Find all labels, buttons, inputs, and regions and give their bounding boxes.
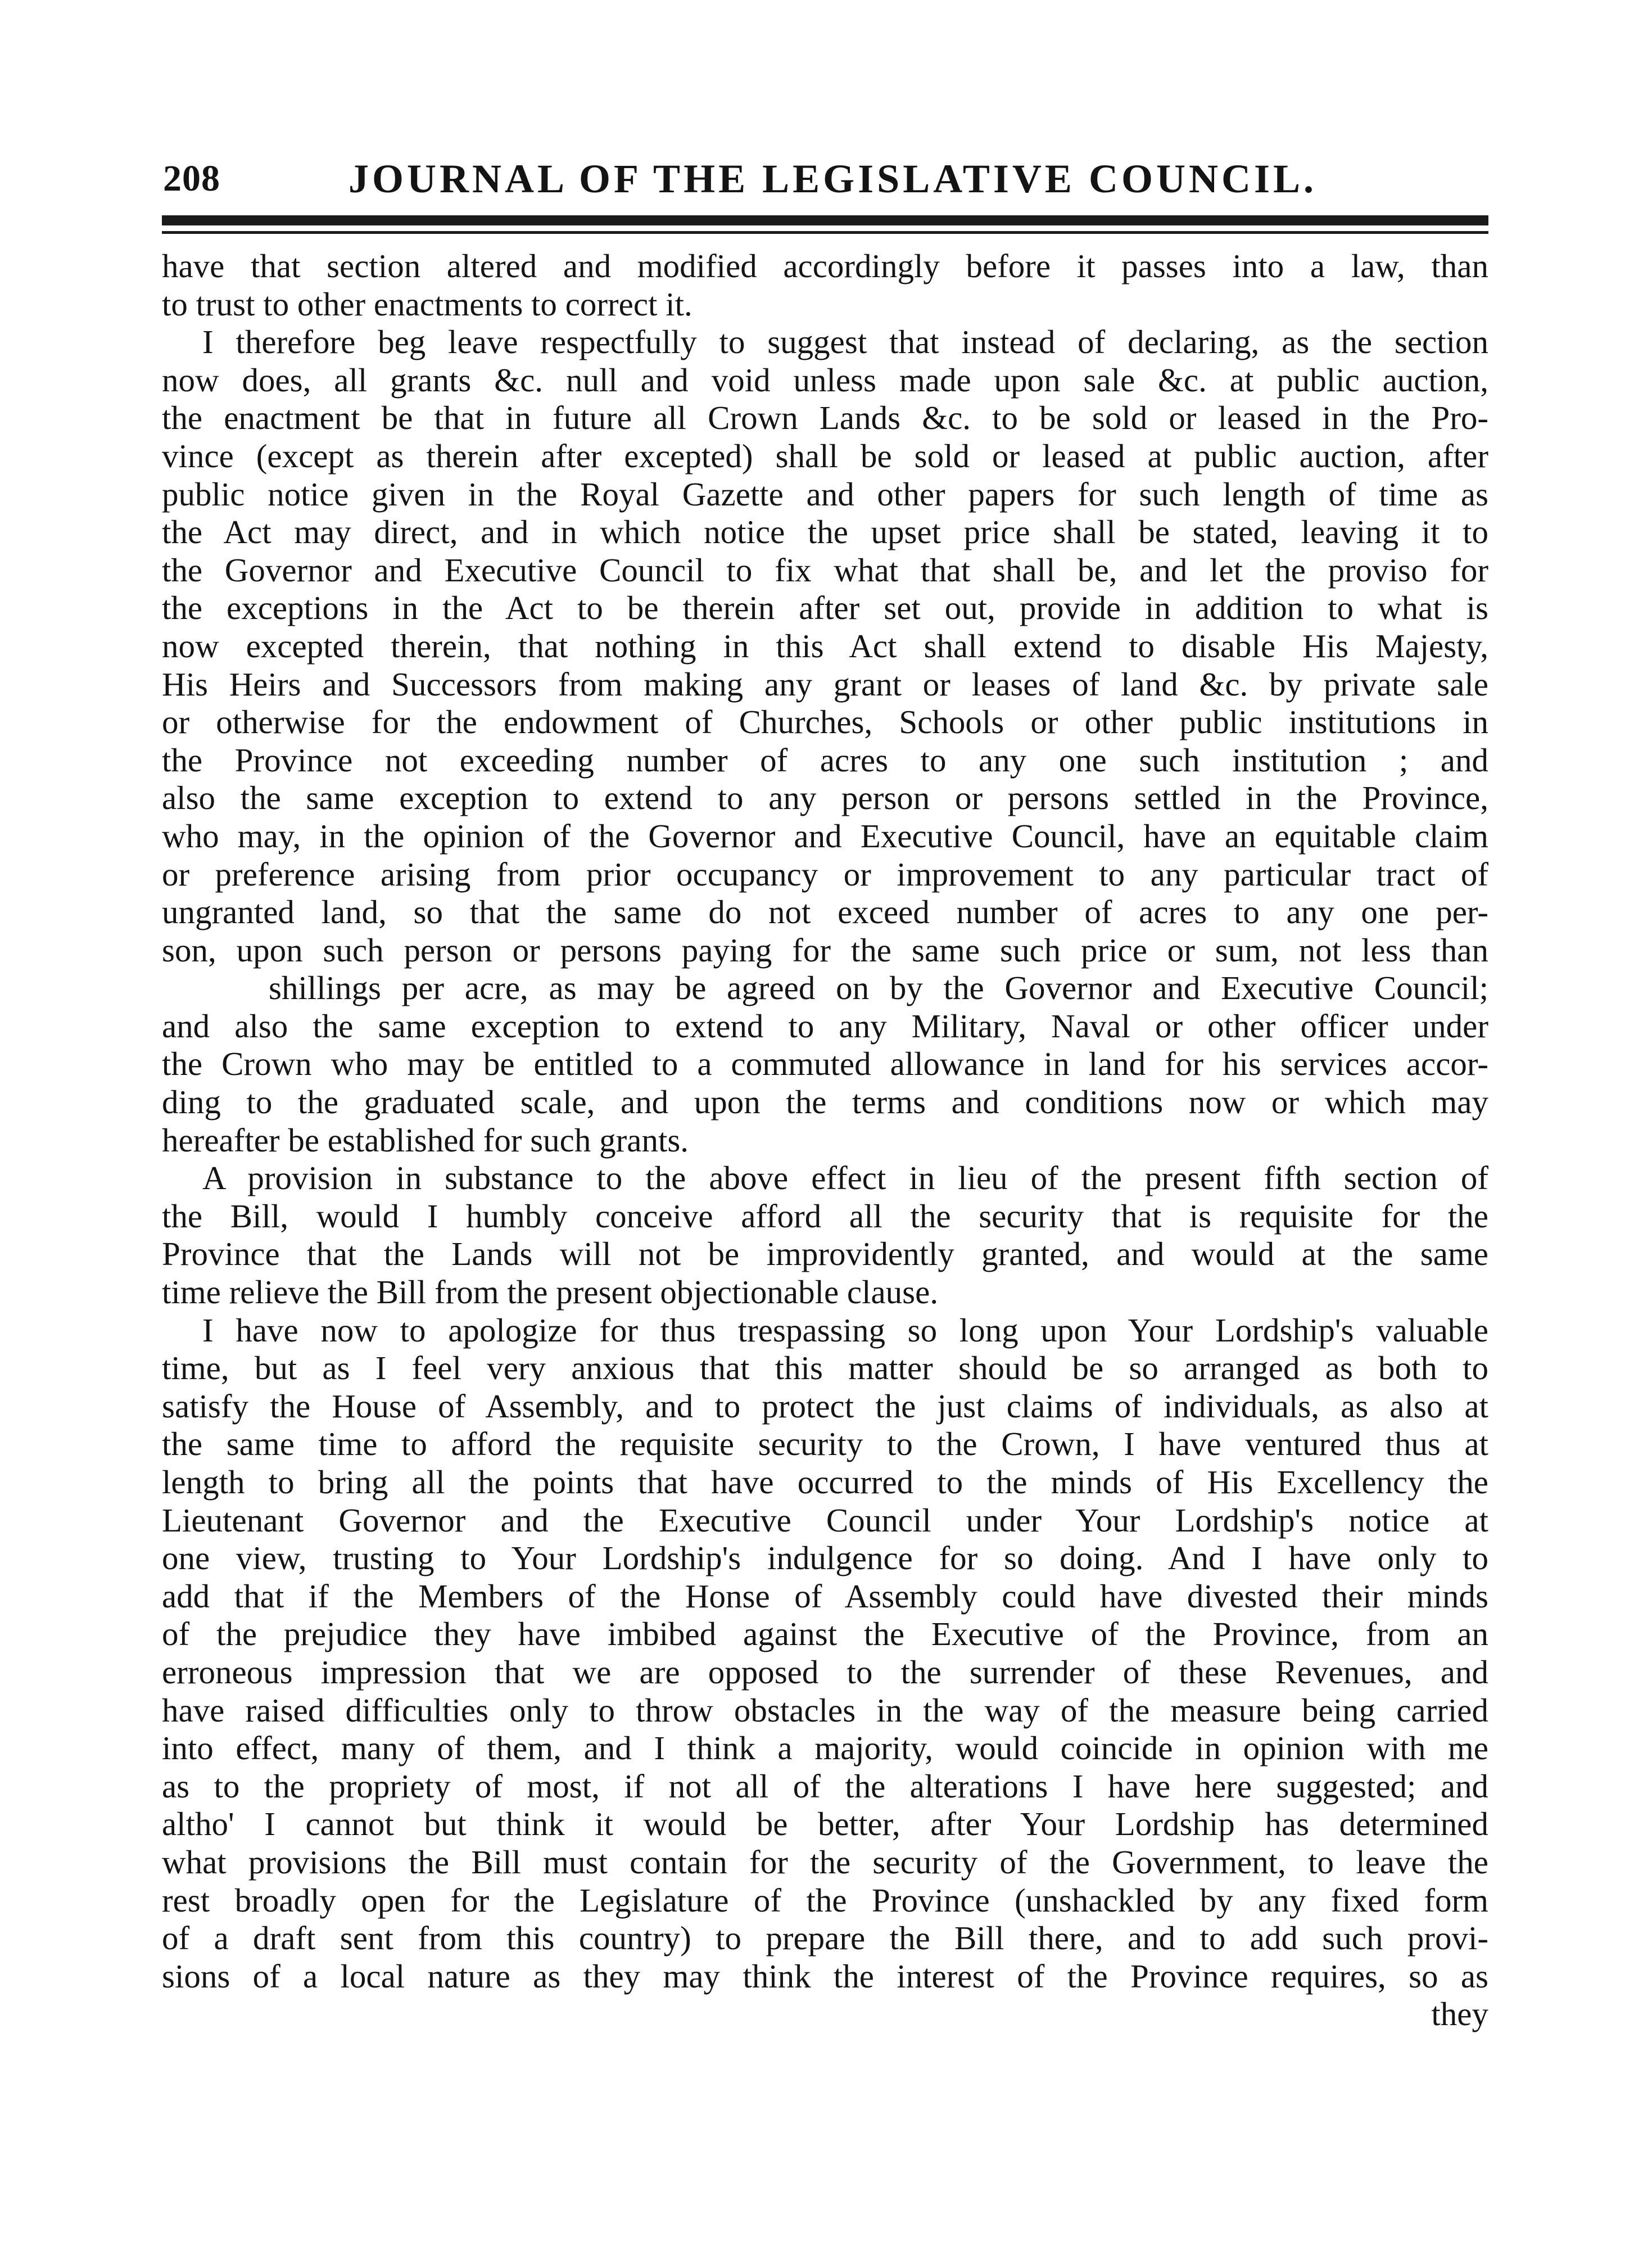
text-line: what provisions the Bill must contain for the security of the Government, to leave the: [162, 1843, 1488, 1881]
running-head: [163, 145, 1484, 213]
text-line: or otherwise for the endowment of Churches, Schools or other public institutions in: [162, 703, 1488, 741]
running-title: JOURNAL OF THE LEGISLATIVE COUNCIL.: [348, 156, 1317, 201]
text-line: the Crown who may be entitled to a commuted allowance in land for his services accor-: [162, 1045, 1488, 1083]
text-line: the same time to afford the requisite security to the Crown, I have ventured thus at: [162, 1425, 1488, 1463]
text-line: son, upon such person or persons paying for the same such price or sum, not less than: [162, 931, 1488, 969]
text-line: to trust to other enactments to correct it.: [162, 285, 692, 323]
text-line: I therefore beg leave respectfully to suggest that instead of declaring, as the section: [202, 323, 1488, 361]
page-number: 208: [163, 158, 220, 199]
text-line: the Act may direct, and in which notice the upset price shall be stated, leaving it to: [162, 513, 1488, 551]
text-line: shillings per acre, as may be agreed on by the Governor and Executive Council;: [269, 969, 1488, 1007]
text-line: hereafter be established for such grants.: [162, 1121, 689, 1159]
text-line: now excepted therein, that nothing in this Act shall extend to disable His Majesty,: [162, 627, 1488, 665]
text-line: satisfy the House of Assembly, and to protect the just claims of individuals, as also at: [162, 1387, 1488, 1425]
text-line: ungranted land, so that the same do not exceed number of acres to any one per-: [162, 893, 1488, 931]
catchword: they: [1431, 1995, 1488, 2033]
text-line: have raised difficulties only to throw obstacles in the way of the measure being carried: [162, 1691, 1488, 1729]
text-line: the exceptions in the Act to be therein after set out, provide in addition to what is: [162, 589, 1488, 627]
body-text: [162, 247, 1488, 2034]
text-line: rest broadly open for the Legislature of the Province (unshackled by any fixed form: [162, 1881, 1488, 1919]
text-line: Lieutenant Governor and the Executive Council under Your Lordship's notice at: [162, 1501, 1488, 1539]
text-line: ding to the graduated scale, and upon the terms and conditions now or which may: [162, 1083, 1488, 1121]
text-line: erroneous impression that we are opposed to the surrender of these Revenues, and: [162, 1653, 1488, 1691]
text-line: the Governor and Executive Council to fix what that shall be, and let the proviso for: [162, 551, 1488, 589]
text-line: His Heirs and Successors from making any grant or leases of land &c. by private sale: [162, 665, 1488, 703]
text-line: altho' I cannot but think it would be better, after Your Lordship has determined: [162, 1805, 1488, 1843]
text-line: of the prejudice they have imbibed against the Executive of the Province, from an: [162, 1615, 1488, 1653]
text-line: Province that the Lands will not be improvidently granted, and would at the same: [162, 1235, 1488, 1273]
header-rule-thick: [162, 215, 1488, 225]
text-line: I have now to apologize for thus trespassing so long upon Your Lordship's valuable: [202, 1311, 1488, 1349]
text-line: time, but as I feel very anxious that this matter should be so arranged as both to: [162, 1349, 1488, 1387]
text-line: or preference arising from prior occupancy or improvement to any particular tract of: [162, 855, 1488, 893]
text-line: who may, in the opinion of the Governor and Executive Council, have an equitable claim: [162, 817, 1488, 855]
text-line: the Province not exceeding number of acres to any one such institution ; and: [162, 741, 1488, 779]
text-line: as to the propriety of most, if not all of the alterations I have here suggested; and: [162, 1767, 1488, 1805]
text-line: now does, all grants &c. null and void unless made upon sale &c. at public auction,: [162, 361, 1488, 399]
text-line: of a draft sent from this country) to prepare the Bill there, and to add such provi-: [162, 1919, 1488, 1957]
text-line: vince (except as therein after excepted) shall be sold or leased at public auction, after: [162, 437, 1488, 475]
text-line: and also the same exception to extend to any Military, Naval or other officer under: [162, 1007, 1488, 1045]
text-line: have that section altered and modified accordingly before it passes into a law, than: [162, 247, 1488, 284]
header-rule-thin: [162, 231, 1488, 234]
text-line: length to bring all the points that have occurred to the minds of His Excellency the: [162, 1463, 1488, 1501]
text-line: one view, trusting to Your Lordship's indulgence for so doing. And I have only to: [162, 1539, 1488, 1577]
text-line: also the same exception to extend to any person or persons settled in the Province,: [162, 779, 1488, 817]
text-line: add that if the Members of the Honse of Assembly could have divested their minds: [162, 1577, 1488, 1615]
text-line: the Bill, would I humbly conceive afford all the security that is requisite for the: [162, 1197, 1488, 1235]
text-line: into effect, many of them, and I think a majority, would coincide in opinion with me: [162, 1729, 1488, 1767]
text-line: the enactment be that in future all Crown Lands &c. to be sold or leased in the Pro-: [162, 399, 1488, 437]
text-line: time relieve the Bill from the present objectionable clause.: [162, 1273, 939, 1311]
text-line: public notice given in the Royal Gazette and other papers for such length of time as: [162, 475, 1488, 513]
text-line: sions of a local nature as they may think the interest of the Province requires, so as: [162, 1957, 1488, 1995]
text-line: A provision in substance to the above effect in lieu of the present fifth section of: [202, 1159, 1488, 1197]
